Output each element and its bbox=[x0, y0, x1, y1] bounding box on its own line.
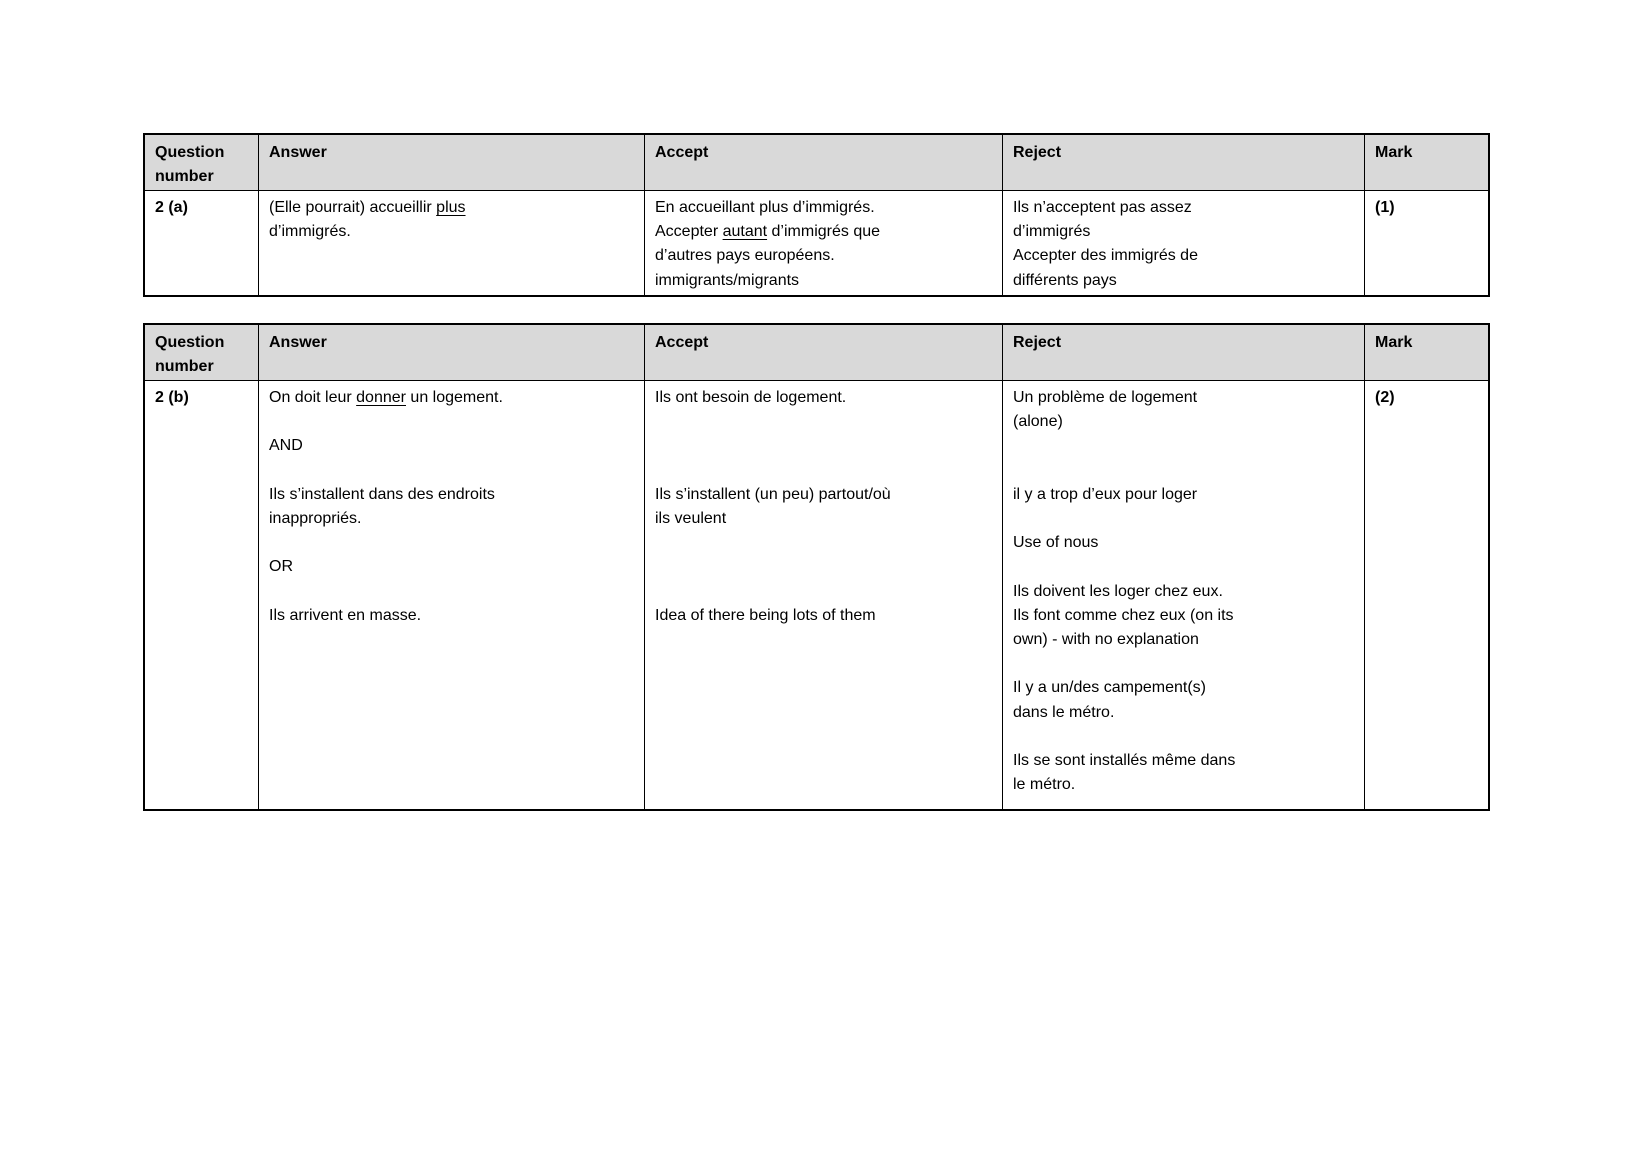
text-run: own) - with no explanation bbox=[1013, 631, 1199, 649]
reject-cell bbox=[1003, 191, 1365, 295]
underlined-text-run: donner bbox=[356, 389, 406, 406]
text-line bbox=[269, 386, 634, 410]
text-line bbox=[655, 220, 992, 244]
text-run: d’immigrés que bbox=[767, 223, 881, 241]
text-line bbox=[655, 531, 992, 555]
mark-cell: (1) bbox=[1375, 199, 1395, 216]
text-run: (Elle pourrait) accueillir bbox=[269, 199, 437, 216]
text-run: le métro. bbox=[1013, 776, 1076, 794]
text-run: Il y a un/des campement(s) bbox=[1013, 679, 1206, 697]
table-grid bbox=[145, 325, 1488, 809]
mark-scheme-table-2a bbox=[143, 133, 1490, 297]
text-run: Ils s’installent (un peu) partout/où bbox=[655, 485, 891, 503]
text-run: Ils n’acceptent pas assez bbox=[1013, 199, 1192, 216]
mark-cell: (2) bbox=[1375, 389, 1395, 406]
mark-scheme-table-2b bbox=[143, 323, 1490, 811]
text-run: inappropriés. bbox=[269, 510, 362, 528]
text-line bbox=[1013, 220, 1354, 244]
text-run: Ils doivent les loger chez eux. bbox=[1013, 582, 1223, 600]
text-run: immigrants/migrants bbox=[655, 271, 800, 289]
text-run: Accepter des immigrés de bbox=[1013, 247, 1198, 265]
text-run: Ils s’installent dans des endroits bbox=[269, 485, 495, 503]
answer-cell bbox=[259, 191, 645, 295]
column-header-accept: Accept bbox=[645, 325, 1003, 381]
text-run: Ils font comme chez eux (on its bbox=[1013, 606, 1234, 624]
text-line bbox=[1013, 652, 1354, 676]
text-line bbox=[655, 507, 992, 531]
text-line bbox=[269, 507, 634, 531]
text-run: (alone) bbox=[1013, 413, 1063, 431]
text-run: On doit leur bbox=[269, 389, 357, 406]
text-line bbox=[269, 555, 634, 579]
underlined-text-run: plus bbox=[436, 199, 466, 216]
column-header-mark: Mark bbox=[1365, 325, 1488, 381]
text-run: d’autres pays européens. bbox=[655, 247, 835, 265]
column-header-question-number: Question number bbox=[145, 135, 259, 191]
text-line bbox=[269, 434, 634, 458]
text-line bbox=[269, 459, 634, 483]
accept-cell bbox=[645, 381, 1003, 809]
text-line bbox=[1013, 701, 1354, 725]
text-line bbox=[1013, 410, 1354, 434]
text-line bbox=[655, 604, 992, 628]
text-line bbox=[269, 531, 634, 555]
text-line bbox=[655, 483, 992, 507]
text-line bbox=[269, 580, 634, 604]
text-line bbox=[1013, 580, 1354, 604]
text-line bbox=[1013, 531, 1354, 555]
text-line bbox=[1013, 196, 1354, 220]
text-line bbox=[1013, 555, 1354, 579]
text-line bbox=[1013, 773, 1354, 797]
text-line bbox=[1013, 434, 1354, 458]
column-header-reject: Reject bbox=[1003, 325, 1365, 381]
accept-cell bbox=[645, 191, 1003, 295]
column-header-accept: Accept bbox=[645, 135, 1003, 191]
text-line bbox=[655, 459, 992, 483]
answer-cell bbox=[259, 381, 645, 809]
text-run: Use of nous bbox=[1013, 534, 1099, 552]
reject-cell bbox=[1003, 381, 1365, 809]
text-line bbox=[1013, 507, 1354, 531]
text-run: Un problème de logement bbox=[1013, 389, 1198, 406]
text-run: dans le métro. bbox=[1013, 703, 1115, 721]
text-line bbox=[1013, 749, 1354, 773]
text-line bbox=[269, 604, 634, 628]
text-line bbox=[269, 220, 634, 244]
text-line bbox=[1013, 483, 1354, 507]
column-header-reject: Reject bbox=[1003, 135, 1365, 191]
text-run: Ils arrivent en masse. bbox=[269, 606, 422, 624]
text-line bbox=[655, 580, 992, 604]
text-line bbox=[1013, 386, 1354, 410]
text-line bbox=[1013, 604, 1354, 628]
text-run: différents pays bbox=[1013, 271, 1117, 289]
text-run: Ils se sont installés même dans bbox=[1013, 752, 1236, 770]
text-line bbox=[1013, 459, 1354, 483]
column-header-answer: Answer bbox=[259, 325, 645, 381]
text-line bbox=[269, 483, 634, 507]
text-line bbox=[269, 410, 634, 434]
text-line bbox=[655, 555, 992, 579]
column-header-answer: Answer bbox=[259, 135, 645, 191]
text-run: Accepter bbox=[655, 223, 723, 241]
text-run: d’immigrés. bbox=[269, 223, 351, 241]
text-run: il y a trop d’eux pour loger bbox=[1013, 485, 1198, 503]
text-line bbox=[1013, 628, 1354, 652]
text-run: d’immigrés bbox=[1013, 223, 1091, 241]
text-line bbox=[1013, 244, 1354, 268]
text-line bbox=[655, 244, 992, 268]
text-line bbox=[655, 196, 992, 220]
text-line bbox=[655, 434, 992, 458]
question-number-cell: 2 (b) bbox=[145, 381, 259, 809]
text-run: ils veulent bbox=[655, 510, 727, 528]
text-line bbox=[655, 269, 992, 293]
text-line bbox=[655, 386, 992, 410]
column-header-question-number: Question number bbox=[145, 325, 259, 381]
question-number-cell: 2 (a) bbox=[145, 191, 259, 295]
text-run: En accueillant plus d’immigrés. bbox=[655, 199, 875, 216]
text-line bbox=[1013, 725, 1354, 749]
text-run: Ils ont besoin de logement. bbox=[655, 389, 847, 406]
text-line bbox=[1013, 676, 1354, 700]
text-line bbox=[655, 410, 992, 434]
text-line bbox=[269, 196, 634, 220]
underlined-text-run: autant bbox=[722, 223, 768, 241]
text-run: AND bbox=[269, 437, 303, 455]
text-run: Idea of there being lots of them bbox=[655, 606, 876, 624]
text-run: un logement. bbox=[405, 389, 503, 406]
table-grid bbox=[145, 135, 1488, 295]
text-line bbox=[1013, 269, 1354, 293]
text-run: OR bbox=[269, 558, 293, 576]
column-header-mark: Mark bbox=[1365, 135, 1488, 191]
